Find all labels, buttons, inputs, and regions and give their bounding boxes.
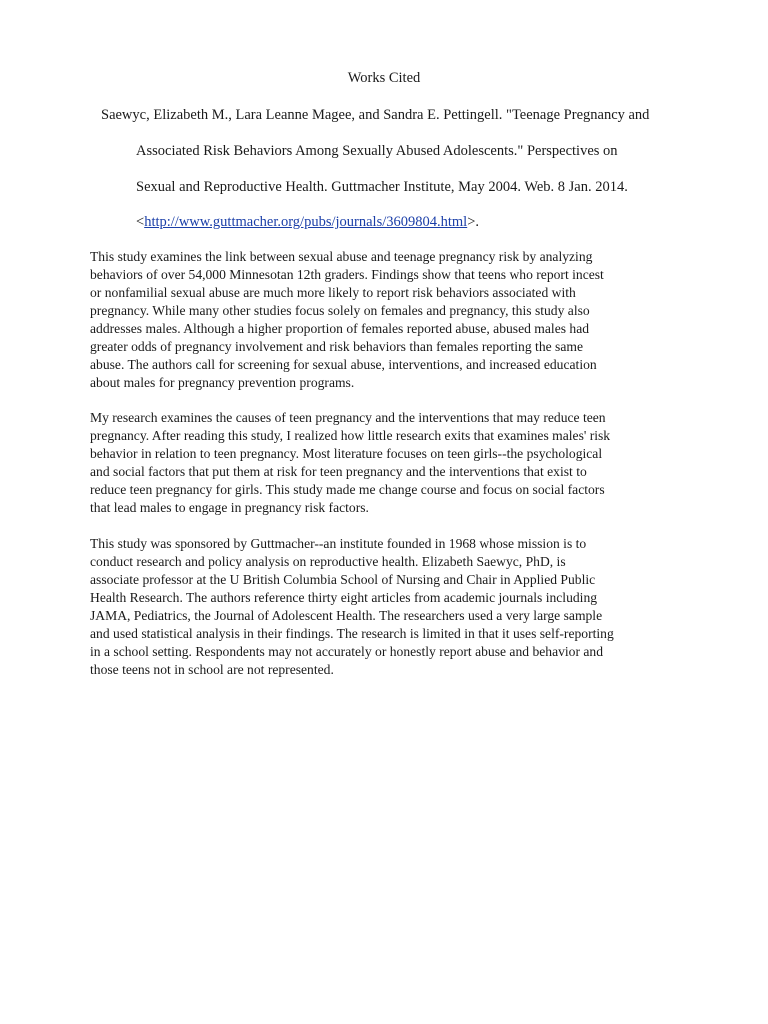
paragraph-line: greater odds of pregnancy involvement and risk behaviors than females reporting the same [90, 339, 583, 354]
paragraph-line: pregnancy. While many other studies focus solely on females and pregnancy, this study also [90, 303, 590, 318]
paragraph-line: pregnancy. After reading this study, I realized how little research exits that examines males' risk [90, 428, 611, 443]
paragraph-line: and used statistical analysis in their findings. The research is limited in that it uses self-reporting [90, 626, 614, 641]
paragraph-line: My research examines the causes of teen pregnancy and the interventions that may reduce teen [90, 410, 606, 425]
citation-line-1: Saewyc, Elizabeth M., Lara Leanne Magee, and Sandra E. Pettingell. "Teenage Pregnancy and [101, 107, 650, 123]
paragraph-line: that lead males to engage in pregnancy risk factors. [90, 500, 369, 515]
paragraph-line: those teens not in school are not represented. [90, 662, 334, 677]
citation-line-4 [136, 213, 479, 231]
paragraph-line: abuse. The authors call for screening for sexual abuse, interventions, and increased education [90, 357, 597, 372]
paragraph-line: and social factors that put them at risk for teen pregnancy and the interventions that exist to [90, 464, 587, 479]
paragraph-line: This study examines the link between sexual abuse and teenage pregnancy risk by analyzing [90, 249, 593, 264]
paragraph-line: or nonfamilial sexual abuse are much more likely to report risk behaviors associated with [90, 285, 576, 300]
paragraph-line: about males for pregnancy prevention programs. [90, 375, 355, 390]
paragraph-line: conduct research and policy analysis on reproductive health. Elizabeth Saewyc, PhD, is [90, 554, 566, 569]
paragraph-line: in a school setting. Respondents may not accurately or honestly report abuse and behavior and [90, 644, 604, 659]
paragraph-line: This study was sponsored by Guttmacher--an institute founded in 1968 whose mission is to [90, 536, 587, 551]
paragraph-line: addresses males. Although a higher proportion of females reported abuse, abused males had [90, 321, 590, 336]
citation-url-close-bracket: >. [467, 214, 480, 230]
paragraph-line: Health Research. The authors reference thirty eight articles from academic journals including [90, 590, 598, 605]
paragraph-line: reduce teen pregnancy for girls. This study made me change course and focus on social factors [90, 482, 605, 497]
reflection-paragraph [90, 409, 680, 517]
citation-url-open-bracket: < [136, 214, 145, 230]
page-title: Works Cited [347, 70, 421, 86]
paragraph-line: behavior in relation to teen pregnancy. Most literature focuses on teen girls--the psychological [90, 446, 603, 461]
evaluation-paragraph [90, 535, 680, 679]
paragraph-line: JAMA, Pediatrics, the Journal of Adolescent Health. The researchers used a very large sample [90, 608, 603, 623]
paragraph-line: associate professor at the U British Columbia School of Nursing and Chair in Applied Public [90, 572, 596, 587]
citation-line-3: Sexual and Reproductive Health. Guttmacher Institute, May 2004. Web. 8 Jan. 2014. [136, 179, 628, 195]
paragraph-line: behaviors of over 54,000 Minnesotan 12th graders. Findings show that teens who report incest [90, 267, 604, 282]
citation-url-link[interactable]: http://www.guttmacher.org/pubs/journals/3609804.html [144, 214, 468, 230]
citation-line-2: Associated Risk Behaviors Among Sexually Abused Adolescents." Perspectives on [136, 143, 618, 159]
summary-paragraph [90, 248, 680, 392]
